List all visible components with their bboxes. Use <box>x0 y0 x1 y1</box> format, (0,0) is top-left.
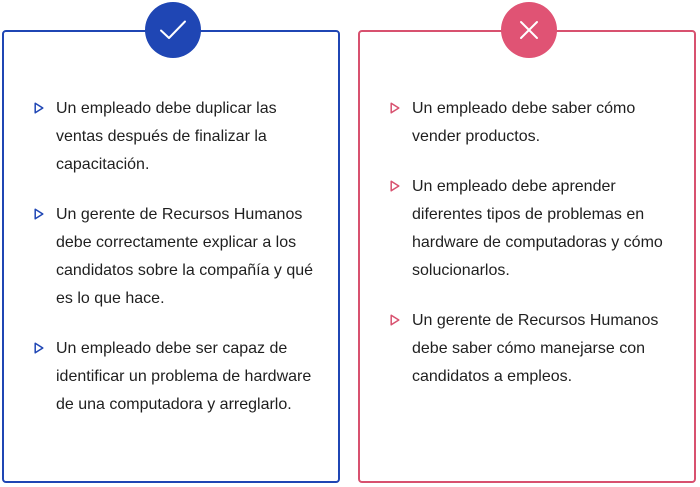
triangle-bullet-icon <box>390 180 400 192</box>
list-item <box>390 95 674 151</box>
triangle-bullet-icon <box>390 102 400 114</box>
list-item-text: Un empleado debe saber cómo vender productos. <box>412 100 636 145</box>
list-item-text: Un gerente de Recursos Humanos debe correctamente explicar a los candidatos sobre la compañía y qué es lo que hace. <box>56 206 314 307</box>
list-item-text: Un empleado debe duplicar las ventas después de finalizar la capacitación. <box>56 100 277 173</box>
correct-examples-list <box>34 95 318 441</box>
list-item <box>34 95 318 179</box>
correct-badge <box>145 2 201 58</box>
list-item <box>390 173 674 285</box>
list-item-text: Un empleado debe aprender diferentes tipos de problemas en hardware de computadoras y cómo solucionarlos. <box>412 178 663 279</box>
close-icon <box>519 20 539 40</box>
list-item-text: Un gerente de Recursos Humanos debe saber cómo manejarse con candidatos a empleos. <box>412 312 659 385</box>
correct-examples-panel <box>2 30 340 483</box>
triangle-bullet-icon <box>34 208 44 220</box>
incorrect-badge <box>501 2 557 58</box>
triangle-bullet-icon <box>34 342 44 354</box>
check-icon <box>159 19 187 41</box>
list-item <box>34 335 318 419</box>
incorrect-examples-panel <box>358 30 696 483</box>
list-item <box>34 201 318 313</box>
triangle-bullet-icon <box>34 102 44 114</box>
triangle-bullet-icon <box>390 314 400 326</box>
list-item-text: Un empleado debe ser capaz de identificar un problema de hardware de una computadora y arreglarlo. <box>56 340 312 413</box>
incorrect-examples-list <box>390 95 674 413</box>
list-item <box>390 307 674 391</box>
